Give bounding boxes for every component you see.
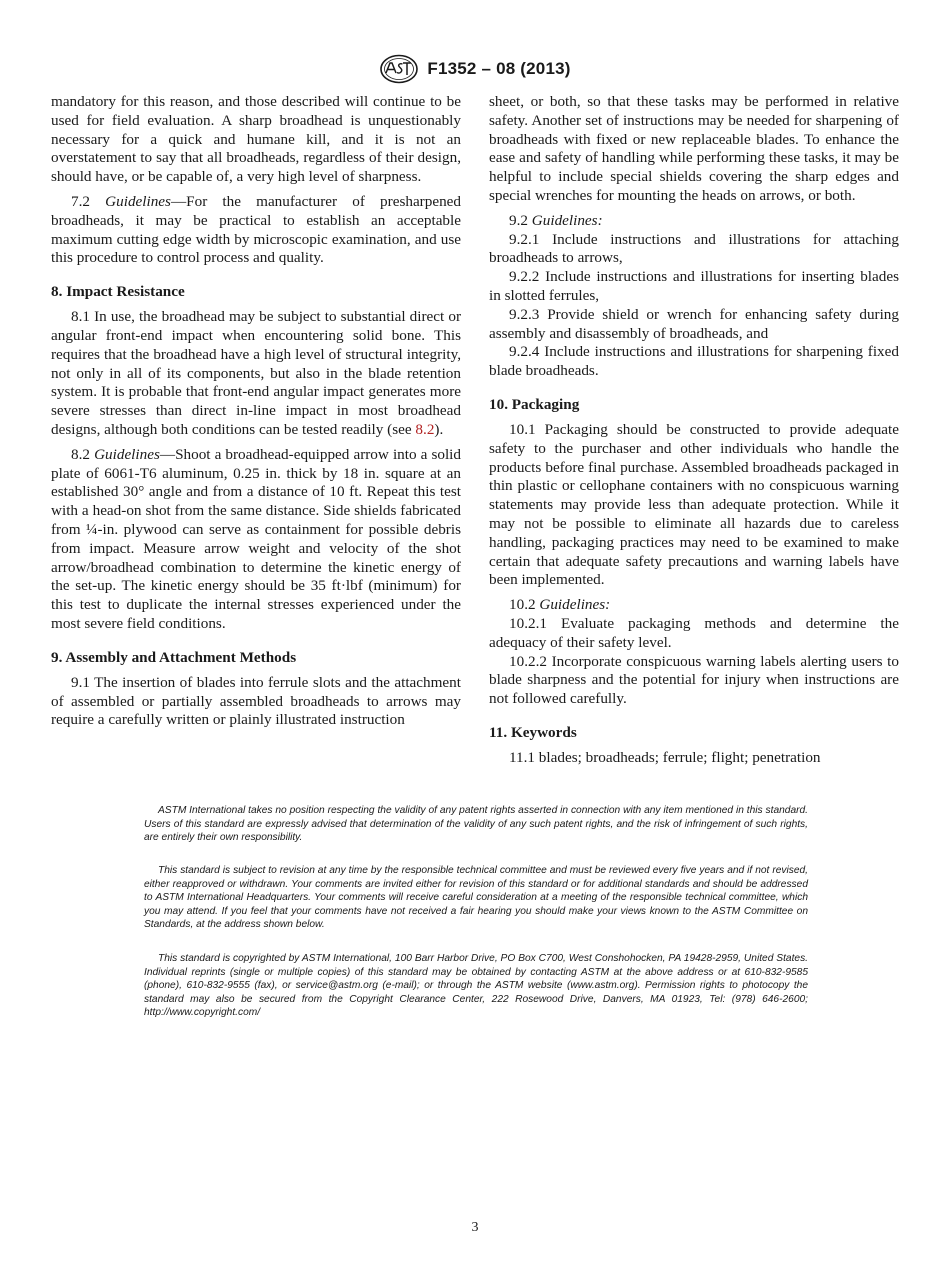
paragraph-9-2-2: 9.2.2 Include instructions and illustrations for inserting blades in slotted ferrules, — [489, 268, 899, 304]
paragraph-9-2 — [489, 212, 899, 231]
paragraph-10-2-2: 10.2.2 Incorporate conspicuous warning labels alerting users to blade sharpness and the potential for injury when instructions are not followed carefully. — [489, 652, 899, 708]
paragraph-number: 7.2 — [71, 192, 106, 210]
left-column — [51, 93, 461, 736]
paragraph-9-1-continued: sheet, or both, so that these tasks may be performed in relative safety. Another set of instructions may be needed for sharpening of broadheads with fixed or new replaceable blades. To enhance the ease and safety of handling while performing these tasks, it may be helpful to include special shields covering the sharp edges and special wrenches for mounting the heads on arrows, or both. — [489, 93, 899, 204]
guidelines-label: Guidelines — [105, 192, 171, 210]
revision-notice-text: This standard is subject to revision at any time by the responsible technical committee and must be reviewed every five years and if not revised, either reapproved or withdrawn. Your comments are invited either for revision of this standard or for additional standards and should be addressed to ASTM International Headquarters. Your comments will receive careful consideration at a meeting of the responsible technical committee, which you may attend. If you feel that your comments have not received a fair hearing you should make your views known to the ASTM Committee on Standards, at the address shown below. — [144, 865, 808, 931]
guidelines-label: Guidelines: — [531, 211, 603, 229]
paragraph-number: 10.2 — [509, 596, 540, 614]
guidelines-label: Guidelines — [94, 445, 160, 463]
revision-notice — [144, 864, 808, 932]
paragraph-10-2 — [489, 596, 899, 615]
section-heading-11: 11. Keywords — [489, 723, 577, 741]
section-heading-9: 9. Assembly and Attachment Methods — [51, 648, 297, 666]
copyright-notice-text: This standard is copyrighted by ASTM International, 100 Barr Harbor Drive, PO Box C700, West Conshohocken, PA 19428-2959, United States. Individual reprints (single or multiple copies) of this standard may be obtained by contacting ASTM at the above address or at 610-832-9585 (phone), 610-832-9555 (fax), or service@astm.org (e-mail); or through the ASTM website (www.astm.org). Permission rights to photocopy the standard may also be secured from the Copyright Clearance Center, 222 Rosewood Drive, Danvers, MA 01923, Tel: (978) 646-2600; http://www.copyright.com/ — [144, 953, 808, 1019]
paragraph-text: 8.1 In use, the broadhead may be subject to substantial direct or angular front-end impact when encountering solid bone. This requires that the broadhead have a high level of structural integrity, not only in all of its components, but also in the blade retention system. It is probable that front-end angular impact generates more severe stresses than direct in-line impact in most broadhead designs, although both conditions can be tested readily (see — [51, 308, 461, 438]
section-heading-8: 8. Impact Resistance — [51, 283, 185, 301]
paragraph-number: 9.2 — [509, 211, 532, 229]
copyright-notice — [144, 952, 808, 1020]
patent-notice-text: ASTM International takes no position respecting the validity of any patent rights asserted in connection with any item mentioned in this standard. Users of this standard are expressly advised that determination of the validity of any such patent rights, and the risk of infringement of such rights, are entirely their own responsibility. — [144, 805, 808, 844]
paragraph-9-2-1: 9.2.1 Include instructions and illustrations for attaching broadheads to arrows, — [489, 230, 899, 267]
paragraph-9-2-4: 9.2.4 Include instructions and illustrations for sharpening fixed blade broadheads. — [489, 343, 899, 380]
paragraph-text: —For the manufacturer of presharpened broadheads, it may be practical to establish an acceptable maximum cutting edge width by microscopic examination, and use this procedure to control process and quality. — [51, 192, 462, 267]
paragraph-10-1: 10.1 Packaging should be constructed to provide adequate safety to the purchaser and other individuals who handle the products before final purchase. Assembled broadheads packaged in thin plastic or cellophane containers with no conspicuous warning statements may provide less than adequate protection. While it may not be possible to eliminate all hazards due to careless handling, packaging practices may need to be examined to make certain that adequate safety precautions and warning labels have been implemented. — [489, 420, 899, 589]
paragraph-9-2-3: 9.2.3 Provide shield or wrench for enhancing safety during assembly and disassembly of broadheads, and — [489, 305, 899, 342]
page-number: 3 — [471, 1220, 479, 1235]
paragraph-9-1: 9.1 The insertion of blades into ferrule slots and the attachment of assembled or partially assembled broadheads to arrows may require a carefully written or plainly illustrated instruction — [51, 673, 461, 729]
astm-logo — [379, 54, 419, 84]
paragraph-7-1-continued: mandatory for this reason, and those described will continue to be used for field evaluation. A sharp broadhead is unquestionably necessary for a quick and humane kill, and it is not an overstatement to say that all broadheads, regardless of their design, should have, or be capable of, a very high level of sharpness. — [51, 93, 461, 186]
right-column — [489, 93, 899, 774]
section-heading-10: 10. Packaging — [489, 395, 580, 413]
paragraph-10-2-1: 10.2.1 Evaluate packaging methods and determine the adequacy of their safety level. — [489, 614, 899, 651]
paragraph-8-2 — [51, 446, 461, 634]
document-designation: F1352 – 08 (2013) — [427, 59, 571, 78]
paragraph-8-1 — [51, 308, 461, 440]
paragraph-text: —Shoot a broadhead-equipped arrow into a solid plate of 6061-T6 aluminum, 0.25 in. thick by 18 in. square at an established 30° angle and from a distance of 10 ft. Repeat this test with a head-on shot from the same distance. Side shields fabricated from ¼-in. plywood can serve as containment for possible debris from impact. Measure arrow weight and velocity of the shot arrow/broadhead combination to determine the kinetic energy of the set-up. The kinetic energy should be 35 ft·lbf (minimum) for this test to duplicate the internal stresses experienced under the most severe field conditions. — [51, 445, 461, 632]
paragraph-11-1: 11.1 blades; broadheads; ferrule; flight; penetration — [509, 748, 821, 766]
reference-link-8-2[interactable]: 8.2 — [415, 420, 435, 438]
patent-notice — [144, 804, 808, 845]
page-header — [0, 52, 950, 86]
paragraph-7-2 — [51, 193, 461, 268]
guidelines-label: Guidelines: — [539, 596, 611, 614]
paragraph-text-end: ). — [434, 420, 444, 438]
paragraph-number: 8.2 — [71, 445, 95, 463]
